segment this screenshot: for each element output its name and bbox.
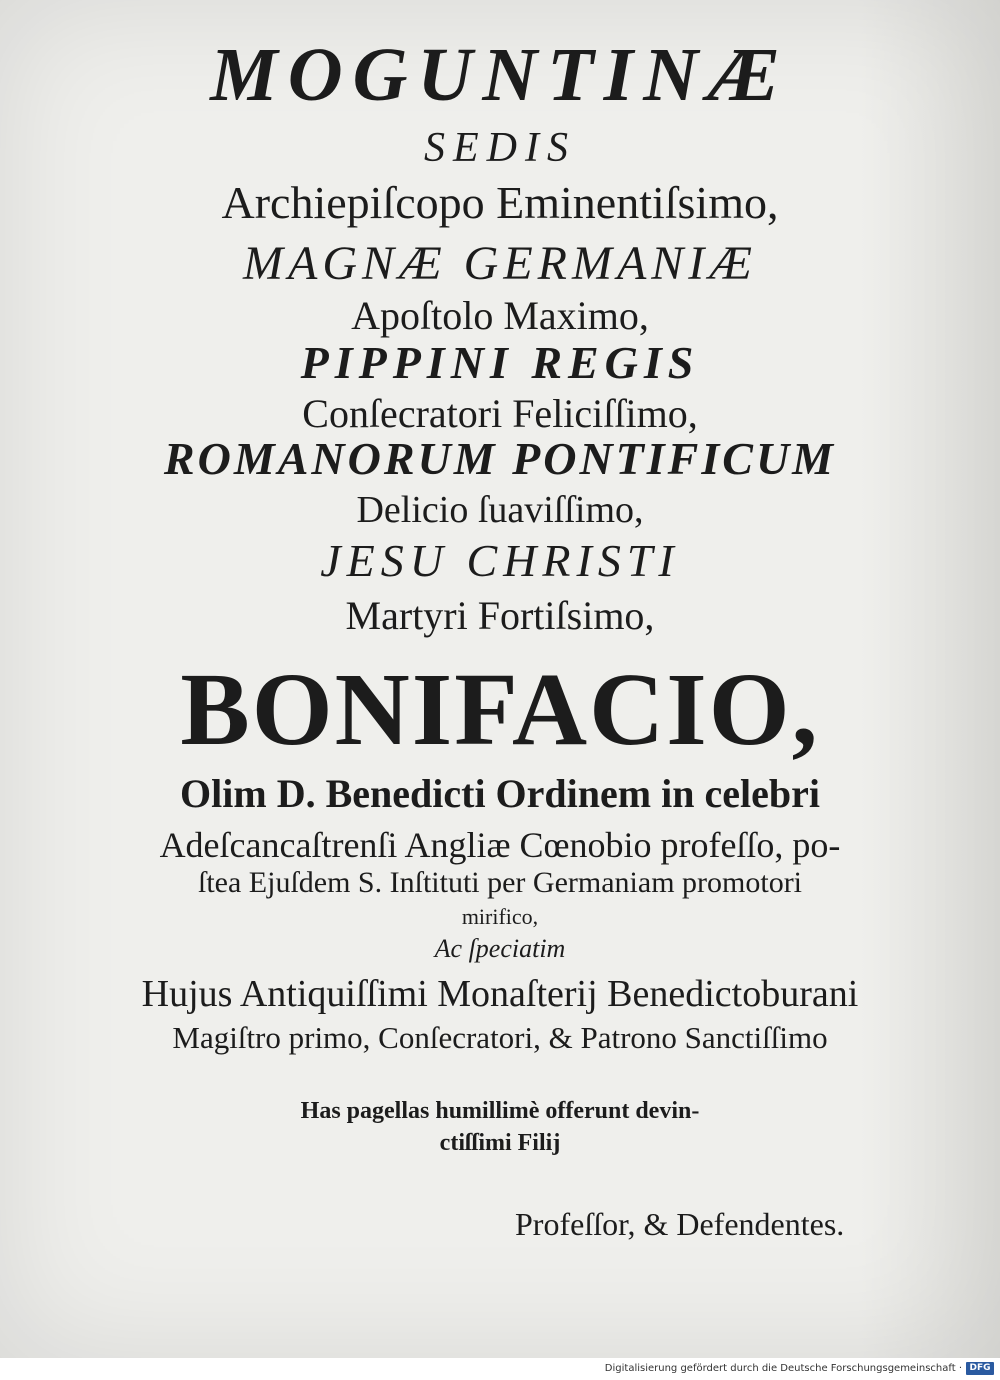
- heading-jesu-christi: JESU CHRISTI: [320, 535, 680, 586]
- line-ac-speciatim: Ac ſpeciatim: [434, 934, 566, 963]
- line-apostolo: Apoſtolo Maximo,: [351, 293, 649, 338]
- line-professor: Profeſſor, & Defendentes.: [515, 1206, 845, 1242]
- heading-sedis: SEDIS: [424, 125, 576, 171]
- heading-magnae-germaniae: MAGNÆ GERMANIÆ: [243, 237, 757, 290]
- line-postea: ſtea Ejuſdem S. Inſtituti per Germaniam promotori: [197, 866, 803, 899]
- dfg-logo-icon: DFG: [966, 1362, 994, 1375]
- line-olim: Olim D. Benedicti Ordinem in celebri: [180, 771, 820, 816]
- line-hujus: Hujus Antiquiſſimi Monaſterij Benedictoburani: [141, 973, 859, 1015]
- line-adescancastrensi: Adeſcancaſtrenſi Angliæ Cœnobio profeſſo, po-: [159, 825, 841, 865]
- heading-bonifacio: BONIFACIO,: [180, 652, 820, 767]
- line-archiepiscopo: Archiepiſcopo Eminentiſsimo,: [221, 177, 779, 228]
- line-mirifico: mirifico,: [461, 904, 539, 929]
- line-delicio: Delicio ſuaviſſimo,: [356, 489, 644, 531]
- line-filij: ctiſſimi Filij: [439, 1130, 561, 1156]
- line-magistro: Magiſtro primo, Conſecratori, & Patrono Sanctiſſimo: [172, 1020, 828, 1055]
- heading-pippini-regis: PIPPINI REGIS: [300, 337, 700, 388]
- line-martyri: Martyri Fortiſsimo,: [345, 593, 655, 638]
- heading-romanorum-pontificum: ROMANORUM PONTIFICUM: [163, 433, 837, 484]
- footer-credit: Digitalisierung gefördert durch die Deutsche Forschungsgemeinschaft ·: [604, 1363, 962, 1374]
- footer-bar: [0, 1358, 1000, 1380]
- heading-moguntinae: MOGUNTINÆ: [210, 33, 790, 117]
- line-has-pagellas: Has pagellas humillimè offerunt devin-: [300, 1098, 700, 1124]
- line-consecratori: Conſecratori Feliciſſimo,: [302, 391, 698, 436]
